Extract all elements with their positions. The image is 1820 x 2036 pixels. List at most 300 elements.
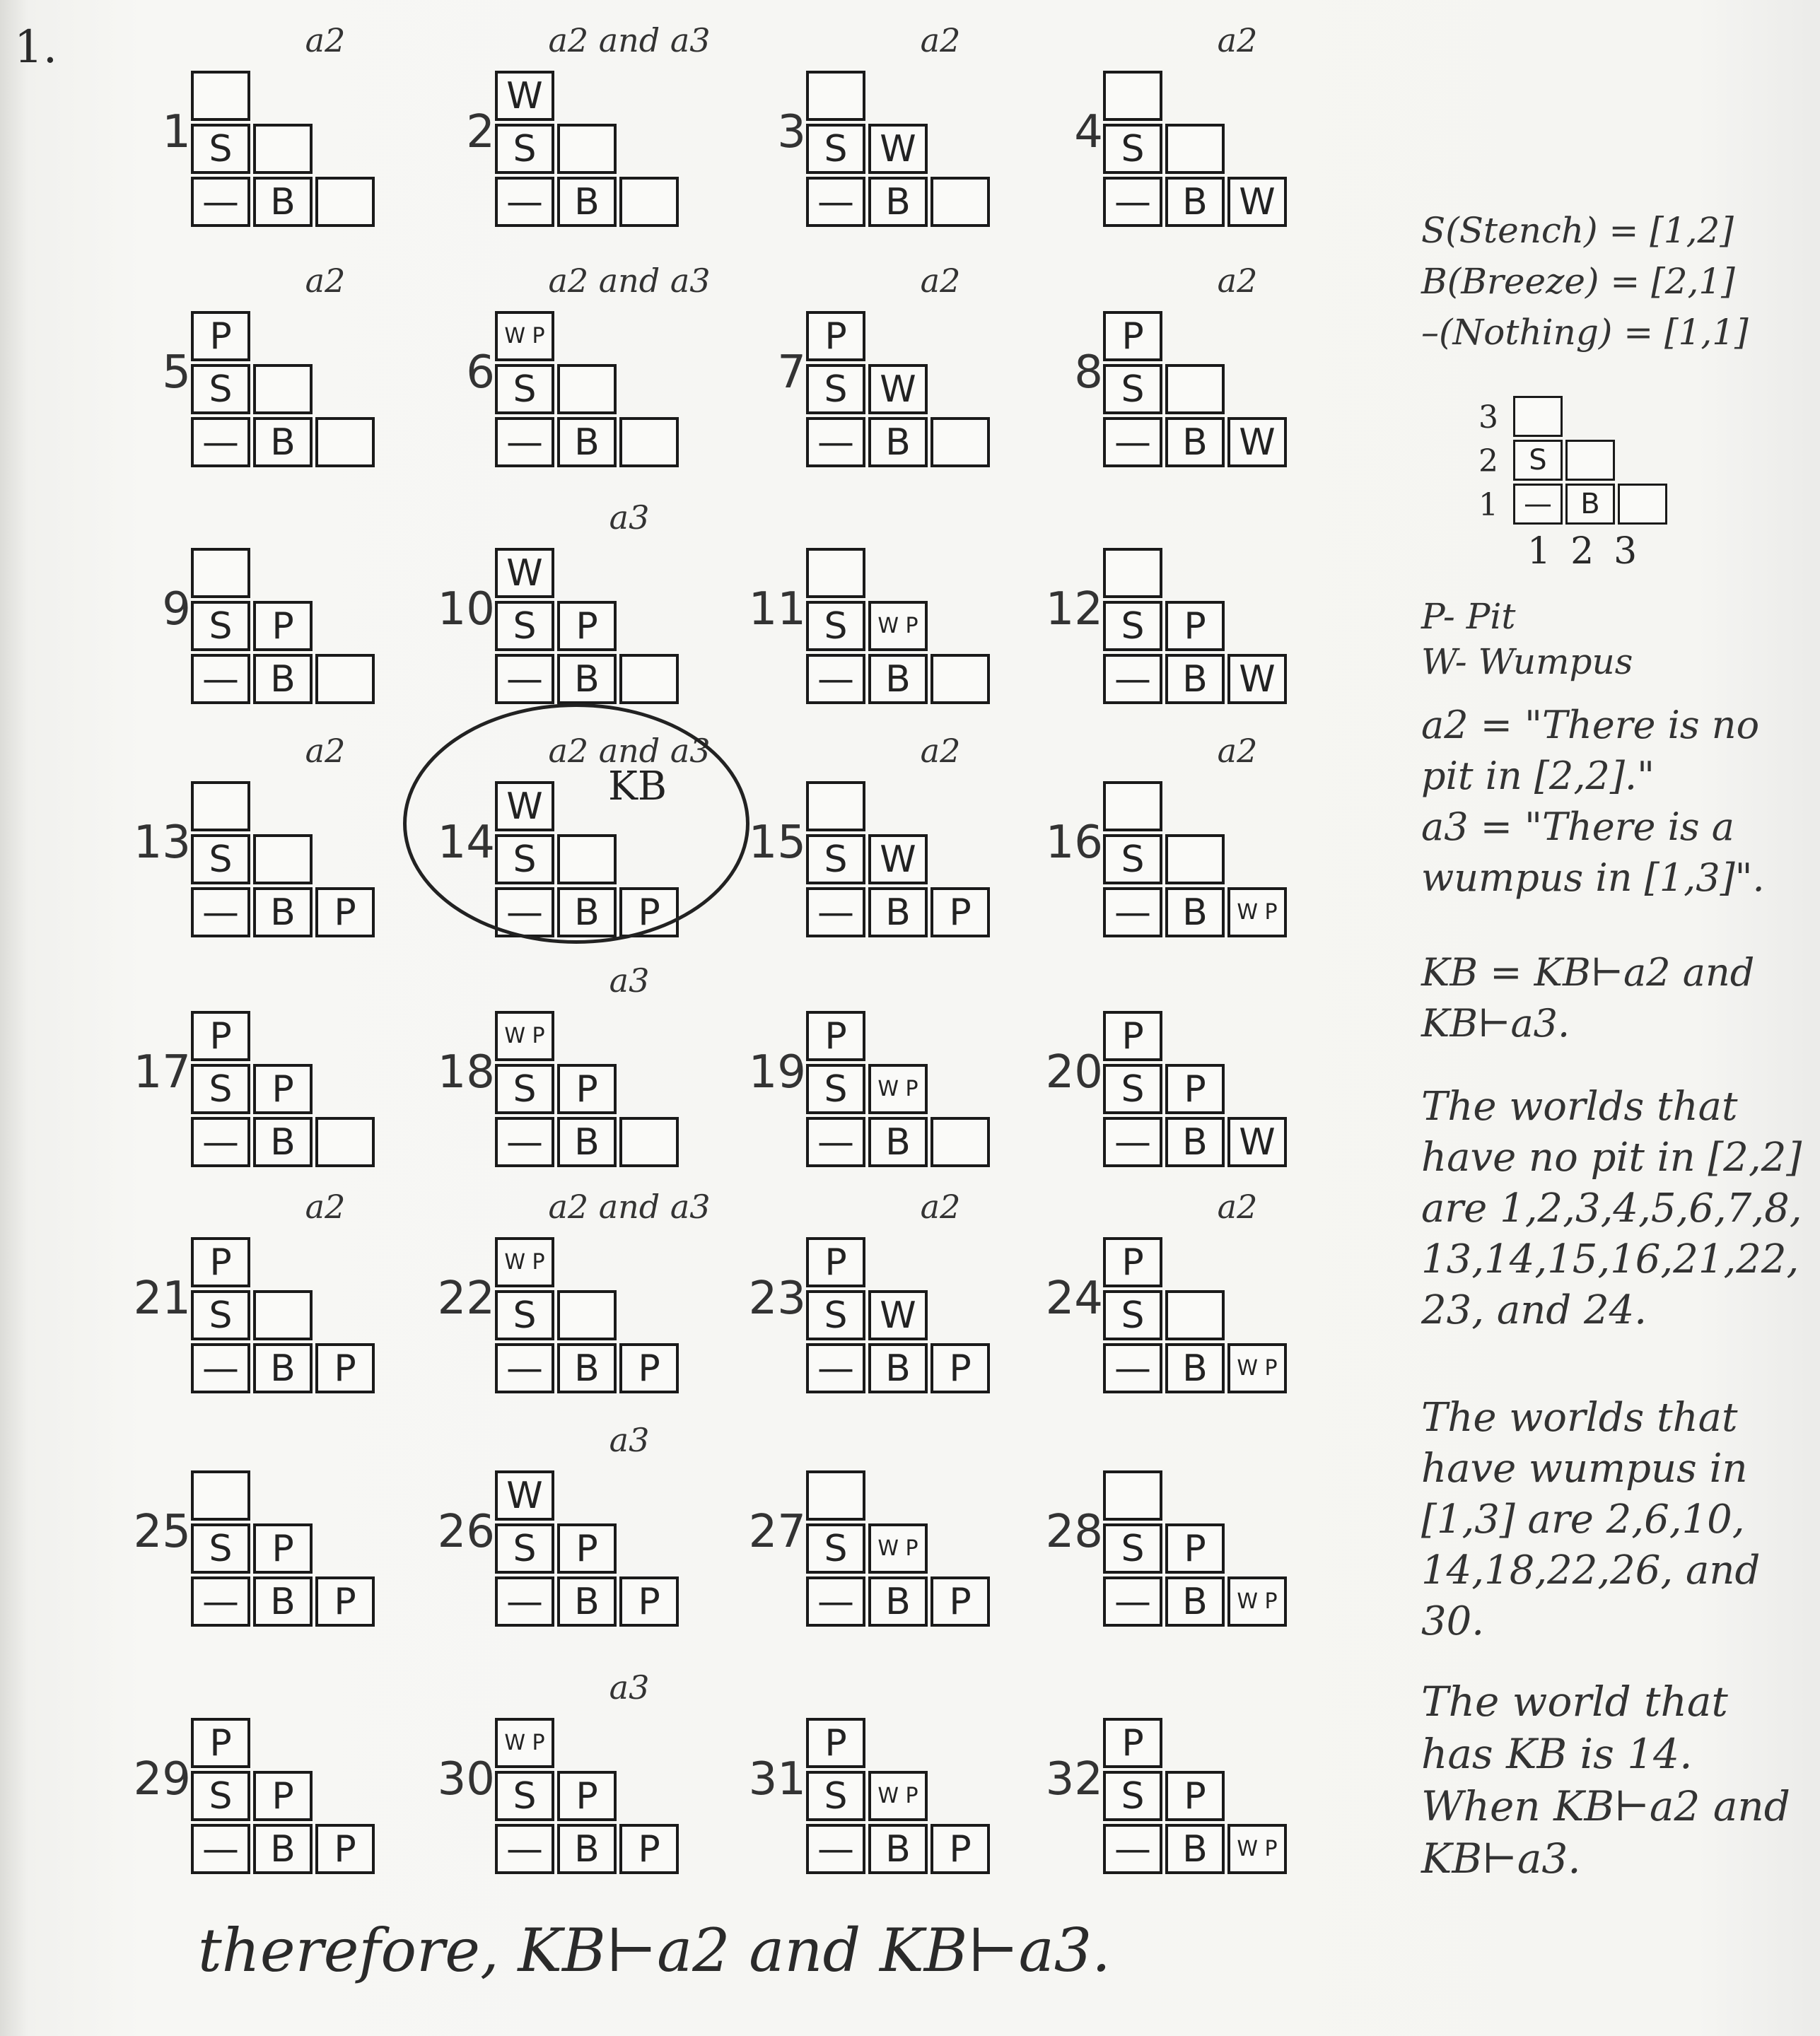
- world-number: 4: [1074, 106, 1103, 158]
- cell-3-1: W: [1227, 177, 1287, 227]
- cell-3-1: [315, 1117, 375, 1167]
- cell-2-2: P: [253, 1771, 313, 1821]
- cell-1-1: —: [1103, 177, 1162, 227]
- cell-2-1: B: [557, 654, 617, 704]
- world-number: 32: [1045, 1753, 1103, 1806]
- cell-1-3: W: [495, 1470, 554, 1521]
- legend-y-label: 3: [1478, 399, 1498, 435]
- world-11: [748, 527, 1004, 718]
- cell-2-1: B: [253, 1824, 313, 1874]
- cell-2-1: B: [557, 1117, 617, 1167]
- world-cells: [495, 1011, 686, 1170]
- cell-1-1: —: [1103, 654, 1162, 704]
- world-number: 5: [162, 346, 191, 399]
- cell-3-1: W P: [1227, 887, 1287, 937]
- cell-1-1: —: [1103, 1343, 1162, 1393]
- pit-legend: P- Pit: [1421, 596, 1516, 637]
- world-note: a2: [920, 1188, 961, 1226]
- world-number: 12: [1045, 583, 1103, 636]
- world-cells: [191, 1011, 382, 1170]
- world-number: 6: [466, 346, 495, 399]
- world-cells: [806, 1470, 997, 1630]
- cell-2-2: W: [868, 364, 928, 414]
- world-cells: [806, 1718, 997, 1877]
- cell-1-2: S: [1103, 364, 1162, 414]
- world-25: [133, 1449, 389, 1640]
- world-note: a2: [1217, 732, 1258, 770]
- world-note: a2: [1217, 1188, 1258, 1226]
- cell-3-1: [619, 1117, 679, 1167]
- cell-3-1: P: [315, 1576, 375, 1627]
- cell-1-1: —: [191, 1576, 250, 1627]
- a2-definition: a2 = "There is no pit in [2,2].": [1421, 703, 1760, 798]
- cell-2-1: B: [868, 1824, 928, 1874]
- world-note: a3: [609, 498, 650, 537]
- world-2: [466, 21, 711, 240]
- world-8: [1074, 262, 1301, 481]
- cell-1-3: P: [806, 311, 865, 361]
- cell-2-1: B: [868, 1343, 928, 1393]
- world-number: 8: [1074, 346, 1103, 399]
- cell-2-1: B: [253, 1117, 313, 1167]
- cell-1-3: W P: [495, 1718, 554, 1768]
- cell-2-2: P: [253, 1064, 313, 1114]
- world-cells: [495, 1470, 686, 1630]
- cell-1-3: [191, 548, 250, 598]
- world-9: [162, 527, 389, 718]
- world-cells: [806, 548, 997, 707]
- world-17: [133, 990, 389, 1181]
- kb-world-paragraph: The world that has KB is 14. When KB⊢a2 and KB⊢a3.: [1421, 1678, 1790, 1883]
- world-cells: [191, 548, 382, 707]
- cell-2-1: B: [868, 1576, 928, 1627]
- cell-1-2: S: [191, 364, 250, 414]
- cell-1-2: S: [806, 601, 865, 651]
- kb-circle-label: KB: [608, 764, 667, 809]
- cell-2-2: [253, 124, 313, 174]
- world-number: 30: [437, 1753, 495, 1806]
- cell-1-2: S: [191, 1064, 250, 1114]
- cell-3-1: P: [931, 1824, 990, 1874]
- world-6: [466, 262, 711, 481]
- world-26: [437, 1421, 693, 1640]
- world-cells: [1103, 311, 1294, 470]
- cell-1-3: [806, 548, 865, 598]
- cell-1-2: S: [191, 601, 250, 651]
- cell-1-1: —: [495, 417, 554, 467]
- world-19: [748, 990, 1004, 1181]
- cell-1-1: —: [191, 654, 250, 704]
- world-23: [748, 1188, 1004, 1407]
- world-note: a2 and a3: [548, 262, 711, 300]
- cell-1-1: —: [495, 1343, 554, 1393]
- cell-1-3: [1103, 781, 1162, 831]
- cell-1-3: W: [495, 781, 554, 831]
- cell-1-3: [806, 781, 865, 831]
- world-note: a3: [609, 1421, 650, 1459]
- cell-2-1: B: [1165, 1824, 1225, 1874]
- world-note: a2 and a3: [548, 1188, 711, 1226]
- world-cells: [806, 311, 997, 470]
- cell-1-1: —: [191, 177, 250, 227]
- legend-cell-2-1: B: [1565, 484, 1615, 525]
- cell-2-2: P: [1165, 1064, 1225, 1114]
- world-number: 22: [437, 1272, 495, 1325]
- cell-3-1: [315, 177, 375, 227]
- world-15: [748, 732, 1004, 951]
- world-cells: [806, 781, 997, 940]
- cell-2-2: P: [253, 601, 313, 651]
- world-30: [437, 1668, 693, 1888]
- world-number: 26: [437, 1506, 495, 1558]
- cell-1-1: —: [1103, 887, 1162, 937]
- cell-2-1: B: [253, 1343, 313, 1393]
- cell-2-1: B: [1165, 1117, 1225, 1167]
- cell-1-1: —: [191, 417, 250, 467]
- world-note: a2: [305, 262, 346, 300]
- world-29: [133, 1697, 389, 1888]
- cell-1-2: S: [191, 1290, 250, 1340]
- cell-1-2: S: [191, 834, 250, 884]
- cell-2-2: W P: [868, 1523, 928, 1574]
- world-number: 29: [133, 1753, 191, 1806]
- world-cells: [495, 548, 686, 707]
- cell-1-3: P: [1103, 1718, 1162, 1768]
- world-cells: [806, 71, 997, 230]
- world-cells: [191, 1470, 382, 1630]
- cell-1-3: W P: [495, 1011, 554, 1061]
- legend-cell-2-2: [1565, 440, 1615, 481]
- world-cells: [191, 781, 382, 940]
- world-number: 27: [748, 1506, 806, 1558]
- wumpus-paragraph: The worlds that have wumpus in [1,3] are 2,6,10, 14,18,22,26, and 30.: [1421, 1395, 1761, 1644]
- world-number: 20: [1045, 1046, 1103, 1099]
- cell-1-2: S: [191, 124, 250, 174]
- cell-1-2: S: [1103, 1523, 1162, 1574]
- cell-2-1: B: [557, 1576, 617, 1627]
- cell-1-2: S: [1103, 124, 1162, 174]
- world-number: 21: [133, 1272, 191, 1325]
- world-28: [1045, 1449, 1301, 1640]
- world-27: [748, 1449, 1004, 1640]
- cell-2-1: B: [1165, 887, 1225, 937]
- world-number: 3: [777, 106, 806, 158]
- kb-definition: KB = KB⊢a2 and KB⊢a3.: [1421, 950, 1755, 1046]
- world-number: 14: [437, 817, 495, 869]
- kb-circle: [403, 703, 749, 944]
- world-cells: [495, 1237, 686, 1396]
- cell-1-1: —: [806, 1576, 865, 1627]
- world-5: [162, 262, 389, 481]
- cell-3-1: W: [1227, 417, 1287, 467]
- cell-1-3: [806, 71, 865, 121]
- cell-2-1: B: [868, 177, 928, 227]
- world-cells: [495, 71, 686, 230]
- cell-2-1: B: [1165, 1343, 1225, 1393]
- world-cells: [495, 311, 686, 470]
- cell-2-2: P: [557, 1771, 617, 1821]
- cell-2-1: B: [1165, 1576, 1225, 1627]
- legend-grid: [1471, 396, 1683, 580]
- world-cells: [1103, 71, 1294, 230]
- definitions: [1421, 205, 1749, 358]
- cell-2-2: [1165, 364, 1225, 414]
- cell-1-3: P: [806, 1718, 865, 1768]
- world-note: a2: [305, 1188, 346, 1226]
- world-number: 31: [748, 1753, 806, 1806]
- cell-3-1: P: [619, 1343, 679, 1393]
- cell-3-1: [931, 1117, 990, 1167]
- world-4: [1074, 21, 1301, 240]
- world-cells: [1103, 1718, 1294, 1877]
- cell-2-1: B: [868, 887, 928, 937]
- cell-2-1: B: [253, 417, 313, 467]
- cell-3-1: [931, 654, 990, 704]
- cell-2-1: B: [253, 177, 313, 227]
- cell-3-1: P: [315, 1824, 375, 1874]
- world-number: 25: [133, 1506, 191, 1558]
- cell-1-3: [1103, 1470, 1162, 1521]
- cell-2-1: B: [253, 654, 313, 704]
- world-16: [1045, 732, 1301, 951]
- world-number: 15: [748, 817, 806, 869]
- def-stench: S(Stench) = [1,2]: [1421, 210, 1734, 251]
- cell-2-1: B: [1165, 417, 1225, 467]
- world-21: [133, 1188, 389, 1407]
- world-cells: [1103, 1470, 1294, 1630]
- legend-cells: [1513, 396, 1669, 523]
- cell-1-1: —: [495, 654, 554, 704]
- cell-1-2: S: [806, 124, 865, 174]
- world-note: a2: [1217, 21, 1258, 59]
- cell-3-1: P: [931, 887, 990, 937]
- cell-1-2: S: [1103, 1771, 1162, 1821]
- legend-x-axis: 123: [1527, 530, 1657, 573]
- world-number: 1: [162, 106, 191, 158]
- cell-2-1: B: [557, 1824, 617, 1874]
- legend-cell-1-2: S: [1513, 440, 1563, 481]
- cell-2-2: P: [557, 1064, 617, 1114]
- cell-1-2: S: [495, 124, 554, 174]
- cell-3-1: P: [315, 887, 375, 937]
- world-cells: [806, 1237, 997, 1396]
- cell-1-3: [1103, 71, 1162, 121]
- cell-1-1: —: [806, 417, 865, 467]
- legend-y-label: 1: [1478, 487, 1498, 523]
- cell-2-2: [253, 834, 313, 884]
- cell-1-3: P: [191, 1718, 250, 1768]
- cell-2-1: B: [253, 887, 313, 937]
- world-number: 28: [1045, 1506, 1103, 1558]
- world-number: 19: [748, 1046, 806, 1099]
- world-22: [437, 1188, 711, 1407]
- cell-1-3: P: [191, 1011, 250, 1061]
- cell-2-1: B: [253, 1576, 313, 1627]
- cell-2-1: B: [557, 417, 617, 467]
- cell-3-1: [315, 417, 375, 467]
- world-13: [133, 732, 389, 951]
- cell-2-2: P: [1165, 1523, 1225, 1574]
- cell-2-2: [1165, 834, 1225, 884]
- world-note: a2 and a3: [548, 732, 711, 770]
- cell-3-1: P: [619, 1576, 679, 1627]
- cell-3-1: P: [931, 1576, 990, 1627]
- cell-2-1: B: [557, 887, 617, 937]
- cell-3-1: P: [619, 1824, 679, 1874]
- cell-1-3: P: [191, 1237, 250, 1287]
- cell-2-2: P: [557, 601, 617, 651]
- world-cells: [1103, 548, 1294, 707]
- cell-1-1: —: [191, 1343, 250, 1393]
- cell-3-1: P: [315, 1343, 375, 1393]
- world-18: [437, 961, 693, 1181]
- cell-2-2: W: [868, 124, 928, 174]
- cell-3-1: [619, 417, 679, 467]
- world-note: a2 and a3: [548, 21, 711, 59]
- world-1: [162, 21, 389, 240]
- cell-2-2: W: [868, 1290, 928, 1340]
- cell-2-2: P: [1165, 1771, 1225, 1821]
- cell-1-3: P: [1103, 1011, 1162, 1061]
- cell-1-3: [191, 781, 250, 831]
- cell-2-2: [1165, 124, 1225, 174]
- world-3: [777, 21, 1004, 240]
- world-number: 18: [437, 1046, 495, 1099]
- cell-2-1: B: [868, 1117, 928, 1167]
- no-pit-paragraph: The worlds that have no pit in [2,2] are 1,2,3,4,5,6,7,8, 13,14,15,16,21,22, 23, and 24.: [1421, 1084, 1802, 1333]
- cell-1-2: S: [191, 1523, 250, 1574]
- cell-1-3: W: [495, 71, 554, 121]
- conclusion: therefore, KB⊢a2 and KB⊢a3.: [198, 1916, 1111, 1985]
- cell-1-2: S: [806, 1290, 865, 1340]
- legend-cell-1-3: [1513, 396, 1563, 437]
- world-number: 23: [748, 1272, 806, 1325]
- cell-1-3: [191, 1470, 250, 1521]
- cell-2-2: P: [253, 1523, 313, 1574]
- cell-1-3: [191, 71, 250, 121]
- cell-1-3: P: [806, 1011, 865, 1061]
- cell-2-2: W P: [868, 601, 928, 651]
- cell-2-2: [1165, 1290, 1225, 1340]
- alpha-definitions: [1421, 700, 1803, 903]
- world-10: [437, 498, 693, 718]
- cell-1-2: S: [495, 364, 554, 414]
- cell-1-2: S: [495, 1523, 554, 1574]
- cell-1-2: S: [1103, 834, 1162, 884]
- cell-3-1: W P: [1227, 1576, 1287, 1627]
- cell-3-1: W P: [1227, 1343, 1287, 1393]
- legend-y-label: 2: [1478, 443, 1498, 479]
- cell-1-3: W: [495, 548, 554, 598]
- world-cells: [191, 1718, 382, 1877]
- cell-3-1: [931, 417, 990, 467]
- world-note: a2: [920, 21, 961, 59]
- cell-1-1: —: [495, 177, 554, 227]
- world-31: [748, 1697, 1004, 1888]
- world-12: [1045, 527, 1301, 718]
- cell-1-2: S: [806, 1064, 865, 1114]
- cell-1-1: —: [1103, 417, 1162, 467]
- cell-1-3: P: [191, 311, 250, 361]
- world-note: a2: [305, 732, 346, 770]
- cell-1-1: —: [495, 1576, 554, 1627]
- cell-3-1: P: [931, 1343, 990, 1393]
- cell-2-2: W P: [868, 1771, 928, 1821]
- cell-1-2: S: [495, 1064, 554, 1114]
- world-cells: [191, 71, 382, 230]
- world-cells: [1103, 781, 1294, 940]
- world-cells: [495, 1718, 686, 1877]
- legend-cell-1-1: —: [1513, 484, 1563, 525]
- cell-1-1: —: [1103, 1576, 1162, 1627]
- cell-3-1: [619, 177, 679, 227]
- cell-2-1: B: [868, 417, 928, 467]
- world-24: [1045, 1188, 1301, 1407]
- cell-3-1: W P: [1227, 1824, 1287, 1874]
- cell-1-1: —: [495, 887, 554, 937]
- world-number: 17: [133, 1046, 191, 1099]
- world-cells: [806, 1011, 997, 1170]
- cell-3-1: W: [1227, 1117, 1287, 1167]
- cell-1-3: P: [806, 1237, 865, 1287]
- world-cells: [1103, 1011, 1294, 1170]
- world-cells: [191, 311, 382, 470]
- world-cells: [191, 1237, 382, 1396]
- world-note: a2: [1217, 262, 1258, 300]
- def-breeze: B(Breeze) = [2,1]: [1421, 261, 1735, 302]
- cell-1-1: —: [806, 654, 865, 704]
- legend-cell-3-1: [1618, 484, 1667, 525]
- world-number: 7: [777, 346, 806, 399]
- world-number: 2: [466, 106, 495, 158]
- cell-2-1: B: [557, 177, 617, 227]
- cell-1-2: S: [495, 834, 554, 884]
- cell-2-2: P: [557, 1523, 617, 1574]
- cell-3-1: [315, 654, 375, 704]
- cell-2-1: B: [868, 654, 928, 704]
- world-number: 9: [162, 583, 191, 636]
- world-note: a2: [305, 21, 346, 59]
- cell-2-2: [557, 1290, 617, 1340]
- cell-1-3: P: [1103, 311, 1162, 361]
- cell-1-1: —: [1103, 1117, 1162, 1167]
- world-note: a2: [920, 732, 961, 770]
- cell-1-2: S: [1103, 601, 1162, 651]
- cell-2-2: W: [868, 834, 928, 884]
- world-20: [1045, 990, 1301, 1181]
- cell-2-2: [557, 124, 617, 174]
- world-note: a2: [920, 262, 961, 300]
- world-7: [777, 262, 1004, 481]
- cell-1-3: W P: [495, 311, 554, 361]
- cell-2-2: [253, 364, 313, 414]
- world-number: 13: [133, 817, 191, 869]
- cell-1-2: S: [806, 364, 865, 414]
- cell-1-2: S: [495, 601, 554, 651]
- cell-1-3: [1103, 548, 1162, 598]
- cell-1-1: —: [806, 887, 865, 937]
- cell-1-1: —: [806, 1117, 865, 1167]
- cell-1-2: S: [495, 1771, 554, 1821]
- cell-1-2: S: [1103, 1064, 1162, 1114]
- cell-1-2: S: [806, 1523, 865, 1574]
- cell-3-1: P: [619, 887, 679, 937]
- cell-2-2: W P: [868, 1064, 928, 1114]
- cell-1-2: S: [806, 834, 865, 884]
- cell-1-1: —: [806, 1343, 865, 1393]
- cell-1-1: —: [191, 1824, 250, 1874]
- cell-1-1: —: [1103, 1824, 1162, 1874]
